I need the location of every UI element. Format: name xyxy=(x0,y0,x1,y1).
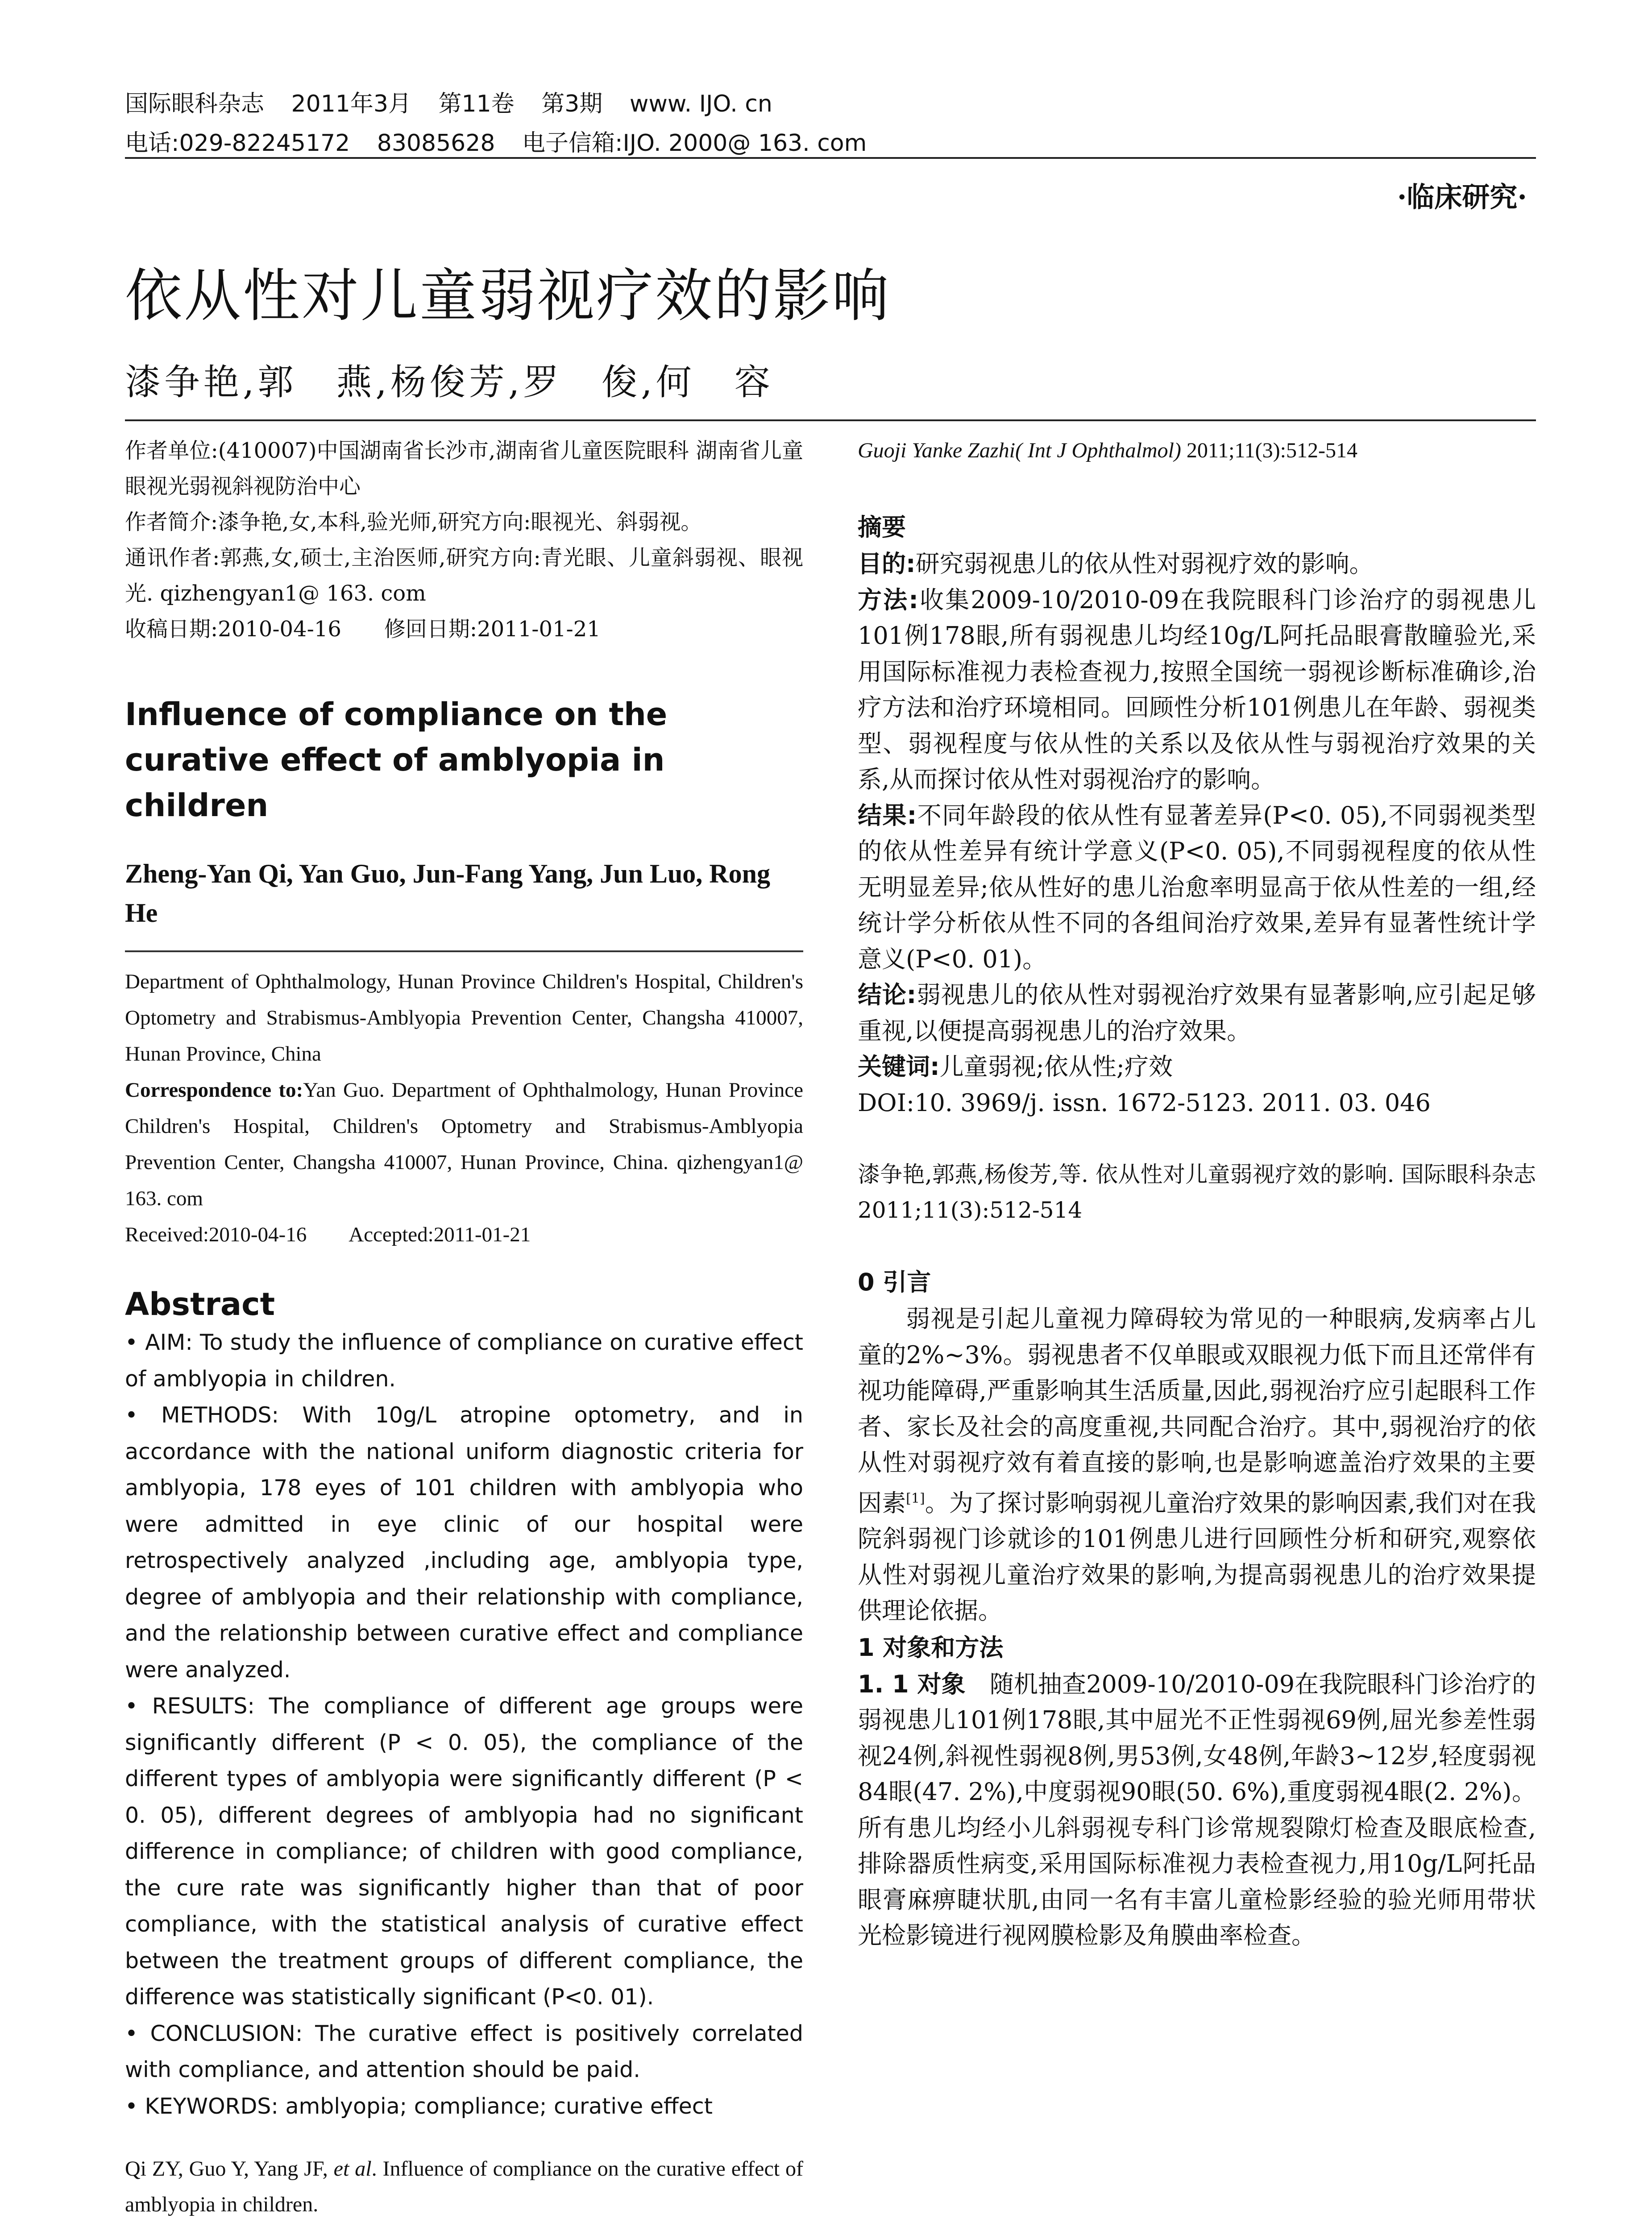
citation-en-lead: Qi ZY, Guo Y, Yang JF, xyxy=(125,2157,328,2181)
correspondence-label: Correspondence to: xyxy=(125,1078,303,1102)
phone-2: 83085628 xyxy=(377,130,495,157)
citation-en-continued xyxy=(858,433,1536,469)
phone: 电话:029-82245172 xyxy=(125,130,350,157)
volume: 第11卷 xyxy=(438,91,515,117)
citation-en-rest: . Influence of compliance on the curative effect of amblyopia in children. xyxy=(125,2157,804,2216)
english-department: Department of Ophthalmology, Hunan Province Children's Hospital, Children's Optometry and Strabismus-Amblyopia Prevention Center, Changsha 410007, Hunan Province, China xyxy=(125,970,803,1066)
zhaiyao-heading: 摘要 xyxy=(858,513,906,541)
issue-date: 2011年3月 xyxy=(291,91,411,117)
zhaiyao-keywords-text: 儿童弱视;依从性;疗效 xyxy=(939,1053,1173,1081)
received-accepted: Received:2010-04-16 Accepted:2011-01-21 xyxy=(125,1223,531,1246)
zhaiyao-keywords-label: 关键词: xyxy=(858,1053,940,1081)
english-authors: Zheng-Yan Qi, Yan Guo, Jun-Fang Yang, Jun Luo, Rong He xyxy=(125,859,771,928)
section-label: ·临床研究· xyxy=(1397,181,1527,213)
email: 电子信箱:IJO. 2000@ 163. com xyxy=(522,130,867,157)
journal-header-line1 xyxy=(125,85,792,118)
received-dates-cn: 收稿日期:2010-04-16 修回日期:2011-01-21 xyxy=(125,617,601,642)
zhaiyao-methods-text: 收集2009-10/2010-09在我院眼科门诊治疗的弱视患儿101例178眼,所有弱视患儿均经10g/L阿托品眼膏散瞳验光,采用国际标准视力表检查视力,按照全国统一弱视诊断标准确诊,治疗方法和治疗环境相同。回顾性分析101例患儿在年龄、弱视类型、弱视程度与依从性的关系以及依从性与弱视治疗效果的关系,从而探讨依从性对弱视治疗的影响。 xyxy=(858,585,1536,793)
methods-text: 随机抽查2009-10/2010-09在我院眼科门诊治疗的弱视患儿101例178眼,其中屈光不正性弱视69例,屈光参差性弱视24例,斜视性弱视8例,男53例,女48例,年龄3~12岁,轻度弱视84眼(47. 2%),中度弱视90眼(50. 6%),重度弱视4眼(2. 2%)。所有患儿均经小儿斜弱视专科门诊常规裂隙灯检查及眼底检查,排除器质性病变,采用国际标准视力表检查视力,用10g/L阿托品眼膏麻痹睫状肌,由同一名有丰富儿童检影经验的验光师用带状光检影镜进行视网膜检影及角膜曲率检查。 xyxy=(858,1670,1536,1949)
zhaiyao-conclusion-text: 弱视患儿的依从性对弱视治疗效果有显著影响,应引起足够重视,以便提高弱视患儿的治疗效果。 xyxy=(858,981,1536,1045)
correspondence-text: Yan Guo. Department of Ophthalmology, Hunan Province Children's Hospital, Children's Optometry and Strabismus-Amblyopia Prevention Center, Changsha 410007, Hunan Province, China. qizhengyan1@ 163. com xyxy=(125,1078,803,1210)
zhaiyao-aim-text: 研究弱视患儿的依从性对弱视疗效的影响。 xyxy=(915,550,1374,578)
citation-en-tail: 2011;11(3):512-514 xyxy=(1186,439,1357,462)
abstract-heading: Abstract xyxy=(125,1286,275,1323)
website: www. IJO. cn xyxy=(629,91,772,117)
methods-sub-label: 1. 1 对象 xyxy=(858,1670,966,1698)
zhaiyao-methods-label: 方法: xyxy=(858,585,918,614)
journal-header-line2 xyxy=(125,124,886,158)
zhaiyao-results-text: 不同年龄段的依从性有显著差异(P<0. 05),不同弱视类型的依从性差异有统计学意义(P<0. 05),不同弱视程度的依从性无明显差异;依从性好的患儿治愈率明显高于依从性差的一组,经统计学分析依从性不同的各组间治疗效果,差异有显著性统计学意义(P<0. 01)。 xyxy=(858,801,1536,973)
affiliation-line: 作者单位:(410007)中国湖南省长沙市,湖南省儿童医院眼科 湖南省儿童眼视光弱视斜视防治中心 xyxy=(125,438,803,499)
methods-heading: 1 对象和方法 xyxy=(858,1633,1004,1662)
header-rule xyxy=(125,157,1536,159)
zhaiyao-aim-label: 目的: xyxy=(858,550,916,578)
zhaiyao-conclusion-label: 结论: xyxy=(858,981,917,1009)
citation-en-etal: et al xyxy=(333,2157,372,2181)
author-bio: 作者简介:漆争艳,女,本科,验光师,研究方向:眼视光、斜弱视。 xyxy=(125,510,702,535)
doi: DOI:10. 3969/j. issn. 1672-5123. 2011. 03. 046 xyxy=(858,1088,1431,1117)
correspondence xyxy=(125,1072,803,1217)
intro-reference: [1] xyxy=(906,1490,925,1506)
journal-name: 国际眼科杂志 xyxy=(125,91,265,117)
citation-cn: 漆争艳,郭燕,杨俊芳,等. 依从性对儿童弱视疗效的影响. 国际眼科杂志 2011;11(3):512-514 xyxy=(858,1161,1536,1223)
abstract-results: • RESULTS: The compliance of different age groups were significantly different (P < 0. 05), the compliance of the different types of amblyopia were significantly different (P < 0. 05), different degrees of amblyopia had no significant difference in compliance; of children with good compliance, the cure rate was significantly higher than that of poor compliance, with the statistical analysis of curative effect between the treatment groups of different compliance, the difference was statistically significant (P<0. 01). xyxy=(125,1693,803,2010)
citation-en-start xyxy=(125,2151,803,2223)
abstract-aim: • AIM: To study the influence of compliance on curative effect of amblyopia in children. xyxy=(125,1330,803,1392)
intro-paragraph xyxy=(858,1301,1536,1629)
zhaiyao-aim xyxy=(858,546,1536,582)
methods-paragraph xyxy=(858,1667,1536,1954)
zhaiyao-methods xyxy=(858,582,1536,798)
zhaiyao-results xyxy=(858,798,1536,978)
abstract-keywords: • KEYWORDS: amblyopia; compliance; curative effect xyxy=(125,2093,713,2119)
intro-heading: 0 引言 xyxy=(858,1268,931,1296)
title-rule xyxy=(125,419,1536,421)
zhaiyao-conclusion xyxy=(858,977,1536,1049)
intro-text-2: 。为了探讨影响弱视儿童治疗效果的影响因素,我们对在我院斜弱视门诊就诊的101例患儿进行回顾性分析和研究,观察依从性对弱视儿童治疗效果的影响,为提高弱视患儿的治疗效果提供理论依据。 xyxy=(858,1489,1536,1625)
english-title: Influence of compliance on the curative effect of amblyopia in children xyxy=(125,696,668,824)
zhaiyao-keywords xyxy=(858,1049,1536,1085)
page-title: 依从性对儿童弱视疗效的影响 xyxy=(125,263,891,329)
abstract-methods: • METHODS: With 10g/L atropine optometry, and in accordance with the national uniform diagnostic criteria for amblyopia, 178 eyes of 101 children with amblyopia who were admitted in eye clinic of our hospital were retrospectively analyzed ,including age, amblyopia type, degree of amblyopia and their relationship with compliance, and the relationship between curative effect and compliance were analyzed. xyxy=(125,1402,803,1683)
citation-en-journal: Guoji Yanke Zazhi( Int J Ophthalmol) xyxy=(858,439,1181,462)
abstract-conclusion: • CONCLUSION: The curative effect is positively correlated with compliance, and attention should be paid. xyxy=(125,2020,803,2082)
zhaiyao-results-label: 结果: xyxy=(858,801,917,829)
right-column xyxy=(858,433,1536,1954)
left-column xyxy=(125,433,803,2223)
issue-number: 第3期 xyxy=(541,91,603,117)
corresponding-author: 通讯作者:郭燕,女,硕士,主治医师,研究方向:青光眼、儿童斜弱视、眼视光. qizhengyan1@ 163. com xyxy=(125,545,803,606)
intro-text: 弱视是引起儿童视力障碍较为常见的一种眼病,发病率占儿童的2%~3%。弱视患者不仅单眼或双眼视力低下而且还常伴有视功能障碍,严重影响其生活质量,因此,弱视治疗应引起眼科工作者、家长及社会的高度重视,共同配合治疗。其中,弱视治疗的依从性对弱视疗效有着直接的影响,也是影响遮盖治疗效果的主要因素 xyxy=(858,1305,1536,1517)
authors-cn: 漆争艳,郭 燕,杨俊芳,罗 俊,何 容 xyxy=(125,361,774,403)
